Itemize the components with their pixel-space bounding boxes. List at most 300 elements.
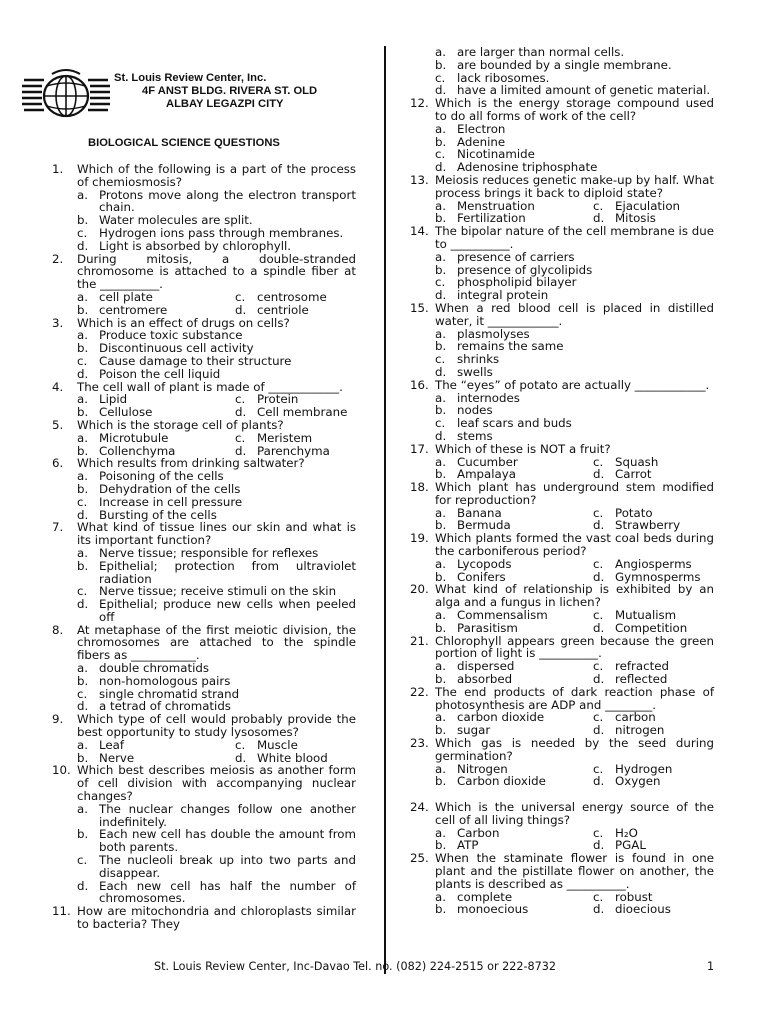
option-text: Protons move along the electron transport chain.: [99, 187, 356, 215]
question-text: Which best describes meiosis as another form of cell division with accompanying nuclear changes?: [77, 763, 356, 804]
option-text: Hydrogen: [615, 761, 673, 776]
option: [593, 775, 714, 788]
option-letter: d.: [235, 302, 247, 317]
question: [52, 713, 356, 739]
option-letter: b.: [77, 405, 89, 420]
option-text: Epithelial; produce new cells when peeled off: [99, 597, 356, 624]
question: [410, 379, 714, 392]
option-letter: a.: [77, 187, 88, 202]
question-number: 10.: [52, 763, 71, 778]
questions-column-right: [410, 46, 714, 916]
option-text: Carbon dioxide: [457, 774, 546, 789]
option-letter: b.: [77, 481, 89, 496]
option-text: complete: [457, 889, 513, 904]
options-list: [410, 251, 714, 302]
option: [77, 560, 356, 586]
option-text: carbon: [615, 710, 656, 725]
options-grid: [410, 558, 714, 584]
option-text: Carbon: [457, 825, 500, 840]
question-text: Which plant has underground stem modified for reproduction?: [435, 480, 714, 507]
option-text: double chromatids: [99, 661, 209, 676]
option-text: are bounded by a single membrane.: [457, 57, 672, 72]
question-number: 6.: [52, 456, 64, 471]
option-letter: b.: [435, 838, 447, 853]
option-text: Banana: [457, 505, 502, 520]
option-letter: d.: [593, 774, 605, 789]
options-grid: [410, 763, 714, 789]
option-letter: c.: [77, 494, 88, 509]
question-text: When the staminate flower is found in one plant and the pistillate flower on another, the plants is described as __________.: [435, 851, 714, 891]
question: [52, 253, 356, 291]
option-letter: c.: [435, 352, 446, 367]
option-text: Cellulose: [99, 405, 153, 420]
option-letter: d.: [77, 507, 89, 522]
option-text: presence of glycolipids: [457, 262, 593, 277]
question: [52, 624, 356, 662]
option-letter: a.: [435, 390, 446, 405]
option-text: Nerve tissue; receive stimuli on the skin: [99, 584, 337, 599]
option-letter: d.: [593, 569, 605, 584]
option-letter: d.: [593, 467, 605, 482]
options-grid: [52, 291, 356, 317]
option-text: White blood: [257, 750, 328, 765]
option-text: Mitosis: [615, 211, 656, 226]
option-letter: b.: [77, 443, 89, 458]
option-text: Leaf: [99, 737, 125, 752]
option-text: Poisoning of the cells: [99, 469, 224, 484]
option-text: Cell membrane: [257, 405, 348, 420]
question-text: Which results from drinking saltwater?: [77, 456, 305, 471]
option-letter: c.: [77, 225, 88, 240]
options-list: [410, 392, 714, 443]
option-letter: b.: [435, 57, 447, 72]
question-text: The bipolar nature of the cell membrane is due to __________.: [435, 224, 714, 251]
option-text: Cucumber: [457, 454, 518, 469]
option-letter: b.: [77, 341, 89, 356]
option-text: cell plate: [99, 289, 153, 304]
question-text: Which of the following is a part of the process of chemiosmosis?: [77, 162, 356, 189]
option-text: nitrogen: [615, 723, 665, 738]
option-letter: a.: [435, 249, 446, 264]
globe-logo-icon: [22, 66, 112, 122]
question-number: 25.: [410, 851, 429, 866]
question: [52, 521, 356, 547]
option-text: shrinks: [457, 352, 500, 367]
option-letter: c.: [593, 505, 604, 520]
option-letter: c.: [593, 198, 604, 213]
option-text: lack ribosomes.: [457, 70, 550, 85]
option-text: Meristem: [257, 430, 313, 445]
option: [593, 827, 714, 840]
options-grid: [52, 393, 356, 419]
options-grid: [52, 739, 356, 765]
option-letter: d.: [593, 672, 605, 687]
option-text: have a limited amount of genetic material.: [457, 83, 711, 98]
options-grid: [52, 432, 356, 458]
option-text: centromere: [99, 302, 168, 317]
option-letter: c.: [593, 889, 604, 904]
option-letter: a.: [435, 710, 446, 725]
option-text: are larger than normal cells.: [457, 45, 625, 59]
option-text: leaf scars and buds: [457, 416, 572, 431]
option-letter: a.: [77, 289, 88, 304]
options-grid: [410, 200, 714, 226]
options-list: [52, 803, 356, 905]
option-letter: b.: [77, 827, 89, 842]
option-letter: c.: [435, 147, 446, 162]
option-text: Hydrogen ions pass through membranes.: [99, 225, 344, 240]
option-letter: c.: [77, 353, 88, 368]
option-letter: a.: [435, 761, 446, 776]
question-text: What kind of tissue lines our skin and what is its important function?: [77, 520, 356, 548]
option-letter: a.: [435, 45, 446, 59]
option-letter: c.: [235, 392, 246, 407]
question: [410, 481, 714, 507]
question: [52, 381, 356, 394]
option: [77, 189, 356, 215]
footer-contact: St. Louis Review Center, Inc-Davao Tel. no. (082) 224-2515 or 222-8732: [154, 960, 557, 973]
option-letter: d.: [593, 211, 605, 226]
question-text: Which of these is NOT a fruit?: [435, 441, 611, 456]
option-letter: c.: [235, 289, 246, 304]
option-letter: d.: [593, 518, 605, 533]
option-text: internodes: [457, 390, 520, 405]
option-text: Strawberry: [615, 518, 681, 533]
question: [410, 225, 714, 251]
question-number: 8.: [52, 622, 64, 637]
option-text: Angiosperms: [615, 556, 692, 571]
option-text: non-homologous pairs: [99, 673, 231, 688]
option-letter: b.: [435, 339, 447, 354]
option-text: PGAL: [615, 838, 646, 853]
option-text: Oxygen: [615, 774, 661, 789]
question-text: Which is the storage cell of plants?: [77, 417, 284, 432]
question-text: Meiosis reduces genetic make-up by half. What process brings it back to diploid state?: [435, 172, 714, 200]
option-text: Each new cell has half the number of chromosomes.: [99, 878, 356, 906]
option-text: Conifers: [457, 569, 506, 584]
option-letter: d.: [77, 878, 89, 893]
option-text: reflected: [615, 672, 668, 687]
option-letter: c.: [235, 737, 246, 752]
question-text: When a red blood cell is placed in distilled water, it ____________.: [435, 300, 714, 328]
question: [410, 443, 714, 456]
option-letter: c.: [593, 659, 604, 674]
option: [435, 903, 593, 916]
question-number: 18.: [410, 480, 429, 495]
option-letter: c.: [435, 70, 446, 85]
options-grid: [410, 507, 714, 533]
question-number: 12.: [410, 96, 429, 111]
option-letter: b.: [435, 211, 447, 226]
option-text: presence of carriers: [457, 249, 575, 264]
option-letter: c.: [435, 416, 446, 431]
option-letter: d.: [593, 723, 605, 738]
question: [410, 737, 714, 763]
option-text: Epithelial; protection from ultraviolet radiation: [99, 558, 356, 586]
question-text: How are mitochondria and chloroplasts similar to bacteria? They: [77, 904, 356, 932]
option-text: Protein: [257, 392, 299, 407]
options-grid: [410, 609, 714, 635]
question-number: 5.: [52, 417, 64, 432]
center-name: St. Louis Review Center, Inc.: [114, 72, 267, 84]
option-text: plasmolyses: [457, 326, 530, 341]
option-text: carbon dioxide: [457, 710, 545, 725]
option-letter: b.: [435, 620, 447, 635]
option-text: remains the same: [457, 339, 564, 354]
page-number: 1: [707, 960, 715, 973]
options-list: [410, 46, 714, 97]
question: [410, 635, 714, 661]
option-text: Bursting of the cells: [99, 507, 217, 522]
option: [77, 828, 356, 854]
option-text: Nicotinamide: [457, 147, 535, 162]
question-number: 7.: [52, 520, 64, 535]
option: [77, 854, 356, 880]
option-letter: a.: [435, 556, 446, 571]
question-number: 11.: [52, 904, 71, 919]
option-letter: d.: [435, 288, 447, 303]
option-text: Adenine: [457, 134, 506, 149]
option-text: Microtubule: [99, 430, 169, 445]
document-header: [22, 62, 372, 118]
option-letter: d.: [435, 83, 447, 98]
option-letter: b.: [435, 518, 447, 533]
question-number: 22.: [410, 684, 429, 699]
option-text: Dehydration of the cells: [99, 481, 241, 496]
question-text: Which is the energy storage compound used to do all forms of work of the cell?: [435, 96, 714, 123]
option-letter: c.: [593, 825, 604, 840]
question-text: Which plants formed the vast coal beds during the carboniferous period?: [435, 531, 714, 559]
option-text: centriole: [257, 302, 309, 317]
question-number: 20.: [410, 582, 429, 597]
options-grid: [410, 660, 714, 686]
option-text: Light is absorbed by chlorophyll.: [99, 238, 292, 253]
option-text: Carrot: [615, 467, 652, 482]
option-text: Parenchyma: [257, 443, 330, 458]
option-letter: d.: [435, 428, 447, 443]
option-letter: d.: [235, 750, 247, 765]
option-letter: d.: [435, 160, 447, 175]
option-text: refracted: [615, 659, 669, 674]
options-list: [52, 470, 356, 521]
option-text: Menstruation: [457, 198, 535, 213]
question-number: 13.: [410, 172, 429, 187]
option-text: swells: [457, 364, 493, 379]
option-letter: c.: [593, 710, 604, 725]
option-letter: b.: [435, 672, 447, 687]
option-text: The nuclear changes follow one another indefinitely.: [99, 801, 356, 829]
question: [410, 97, 714, 123]
option-letter: a.: [77, 430, 88, 445]
option-text: centrosome: [257, 289, 327, 304]
question-number: 4.: [52, 379, 64, 394]
option: [77, 880, 356, 906]
option-text: Adenosine triphosphate: [457, 160, 598, 175]
question: [52, 163, 356, 189]
option: [435, 775, 593, 788]
option-letter: c.: [77, 584, 88, 599]
option-text: Ampalaya: [457, 467, 516, 482]
option-letter: a.: [435, 825, 446, 840]
question-number: 1.: [52, 162, 64, 176]
option-letter: a.: [435, 889, 446, 904]
question: [410, 174, 714, 200]
option-letter: d.: [77, 238, 89, 253]
question-number: 14.: [410, 224, 429, 239]
option-letter: d.: [593, 620, 605, 635]
option-letter: a.: [77, 469, 88, 484]
options-list: [52, 547, 356, 624]
question-number: 21.: [410, 633, 429, 648]
question-number: 23.: [410, 736, 429, 751]
option-letter: c.: [235, 430, 246, 445]
option-letter: b.: [435, 467, 447, 482]
option-letter: a.: [435, 326, 446, 341]
options-list: [52, 662, 356, 713]
option-letter: d.: [235, 405, 247, 420]
option-letter: b.: [435, 403, 447, 418]
option-letter: c.: [593, 454, 604, 469]
option-text: integral protein: [457, 288, 549, 303]
option-letter: c.: [593, 761, 604, 776]
question-number: 17.: [410, 441, 429, 456]
option-text: H₂O: [615, 825, 638, 840]
option-text: Cause damage to their structure: [99, 353, 292, 368]
question-text: Which type of cell would probably provide the best opportunity to study lysosomes?: [77, 712, 356, 740]
option-text: sugar: [457, 723, 491, 738]
option-letter: b.: [77, 673, 89, 688]
option-text: Nerve tissue; responsible for reflexes: [99, 545, 319, 560]
option-text: The nucleoli break up into two parts and disappear.: [99, 853, 356, 880]
option-letter: a.: [77, 545, 88, 560]
question-text: The cell wall of plant is made of ____________.: [77, 379, 343, 394]
question-text: At metaphase of the first meiotic division, the chromosomes are attached to the spindle fibers as ___________.: [77, 622, 356, 663]
option-letter: a.: [435, 659, 446, 674]
question: [410, 302, 714, 328]
question-number: 2.: [52, 251, 64, 266]
option-letter: c.: [77, 686, 88, 701]
option: [593, 456, 714, 469]
option-text: Competition: [615, 620, 688, 635]
option-letter: a.: [77, 328, 88, 343]
option-letter: a.: [435, 505, 446, 520]
option-letter: c.: [77, 853, 88, 868]
option-text: Lycopods: [457, 556, 512, 571]
options-grid: [410, 827, 714, 853]
question-text: The end products of dark reaction phase of photosynthesis are ADP and ________.: [435, 684, 714, 712]
option-letter: a.: [435, 454, 446, 469]
option-letter: c.: [593, 608, 604, 623]
question-text: The “eyes” of potato are actually ____________.: [435, 377, 710, 392]
option-letter: d.: [77, 699, 89, 714]
option-letter: d.: [593, 902, 605, 917]
column-divider: [384, 46, 386, 974]
question-number: 9.: [52, 712, 64, 727]
question-number: 24.: [410, 800, 429, 815]
question-text: What kind of relationship is exhibited by an alga and a fungus in lichen?: [435, 582, 714, 610]
option-letter: b.: [435, 723, 447, 738]
option-text: Potato: [615, 505, 653, 520]
options-list: [52, 189, 356, 253]
option: [593, 903, 714, 916]
option-letter: a.: [435, 608, 446, 623]
option-letter: b.: [77, 302, 89, 317]
option-text: Ejaculation: [615, 198, 681, 213]
center-address-line1: 4F ANST BLDG. RIVERA ST. OLD: [142, 85, 318, 97]
option-text: Fertilization: [457, 211, 526, 226]
option-letter: b.: [77, 213, 89, 228]
question: [410, 686, 714, 712]
option-text: Each new cell has double the amount from both parents.: [99, 827, 356, 855]
question: [410, 532, 714, 558]
option-text: Commensalism: [457, 608, 548, 623]
option-letter: b.: [435, 262, 447, 277]
question-number: 19.: [410, 531, 429, 546]
option-text: Water molecules are split.: [99, 213, 253, 228]
options-list: [410, 328, 714, 379]
question-text: Which gas is needed by the seed during germination?: [435, 736, 714, 763]
option-text: Discontinuous cell activity: [99, 341, 254, 356]
options-grid: [410, 891, 714, 917]
option-text: robust: [615, 889, 653, 904]
question-number: 15.: [410, 300, 429, 315]
option-text: dioecious: [615, 902, 671, 917]
option-text: nodes: [457, 403, 493, 418]
option-letter: b.: [435, 134, 447, 149]
option-letter: a.: [77, 661, 88, 676]
question: [52, 764, 356, 802]
option-text: Nitrogen: [457, 761, 508, 776]
option-text: Nerve: [99, 750, 135, 765]
option-text: Bermuda: [457, 518, 511, 533]
option-letter: d.: [235, 443, 247, 458]
options-grid: [410, 711, 714, 737]
question-text: During mitosis, a double-stranded chromosome is attached to a spindle fiber at the __________.: [77, 251, 356, 292]
option-text: absorbed: [457, 672, 513, 687]
option-text: Collenchyma: [99, 443, 176, 458]
options-grid: [410, 456, 714, 482]
option-text: Poison the cell liquid: [99, 366, 221, 381]
question-number: 3.: [52, 315, 64, 330]
option-letter: b.: [435, 774, 447, 789]
option-letter: b.: [435, 902, 447, 917]
options-list: [52, 329, 356, 380]
center-address-line2: ALBAY LEGAZPI CITY: [166, 98, 284, 110]
option: [77, 803, 356, 829]
question-text: Which is an effect of drugs on cells?: [77, 315, 290, 330]
options-list: [410, 123, 714, 174]
question: [410, 852, 714, 890]
option-letter: a.: [77, 801, 88, 816]
question-number: 16.: [410, 377, 429, 392]
option-text: a tetrad of chromatids: [99, 699, 231, 714]
option-letter: c.: [435, 275, 446, 290]
question: [410, 583, 714, 609]
questions-column-left: [52, 163, 356, 931]
option-letter: c.: [593, 556, 604, 571]
option-letter: d.: [77, 597, 89, 612]
option-letter: a.: [435, 198, 446, 213]
option-letter: a.: [77, 392, 88, 407]
page-title: BIOLOGICAL SCIENCE QUESTIONS: [88, 137, 280, 149]
option-letter: d.: [593, 838, 605, 853]
question: [52, 905, 356, 931]
option-text: Electron: [457, 121, 506, 136]
option-text: dispersed: [457, 659, 515, 674]
option-text: monoecious: [457, 902, 529, 917]
option-text: ATP: [457, 838, 479, 853]
option-letter: a.: [77, 737, 88, 752]
